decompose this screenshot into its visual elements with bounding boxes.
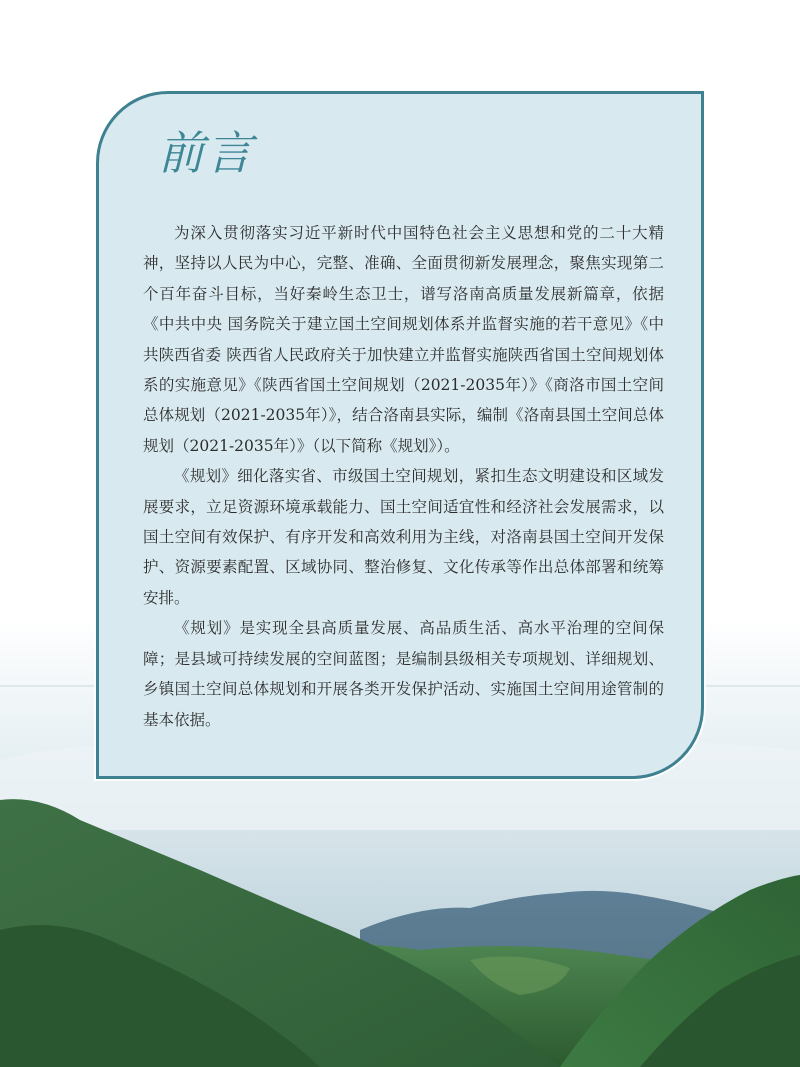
preface-paragraph-3: 《规划》是实现全县高质量发展、高品质生活、高水平治理的空间保障；是县域可持续发展的空间蓝图；是编制县级相关专项规划、详细规划、乡镇国土空间总体规划和开展各类开发保护活动、实施国土空间用途管制的基本依据。 bbox=[143, 619, 664, 729]
preface-paragraph-2: 《规划》细化落实省、市级国土空间规划，紧扣生态文明建设和区域发展要求，立足资源环境承载能力、国土空间适宜性和经济社会发展需求，以国土空间有效保护、有序开发和高效利用为主线，对洛南县国土空间开发保护、资源要素配置、区域协同、整治修复、文化传承等作出总体部署和统筹安排。 bbox=[143, 467, 664, 607]
preface-title: 前言 bbox=[158, 126, 254, 180]
preface-body bbox=[143, 218, 664, 735]
preface-paragraph-1: 为深入贯彻落实习近平新时代中国特色社会主义思想和党的二十大精神，坚持以人民为中心，完整、准确、全面贯彻新发展理念，聚焦实现第二个百年奋斗目标，当好秦岭生态卫士，谱写洛南高质量发展新篇章，依据《中共中央 国务院关于建立国土空间规划体系并监督实施的若干意见》《中共陕西省委 陕西省人民政府关于加快建立并监督实施陕西省国土空间规划体系的实施意见》《陕西省国土空间规划（2021-2035年）》《商洛市国土空间总体规划（2021-2035年）》，结合洛南县实际，编制《洛南县国土空间总体规划（2021-2035年）》（以下简称《规划》）。 bbox=[143, 224, 664, 455]
preface-panel bbox=[96, 91, 704, 779]
